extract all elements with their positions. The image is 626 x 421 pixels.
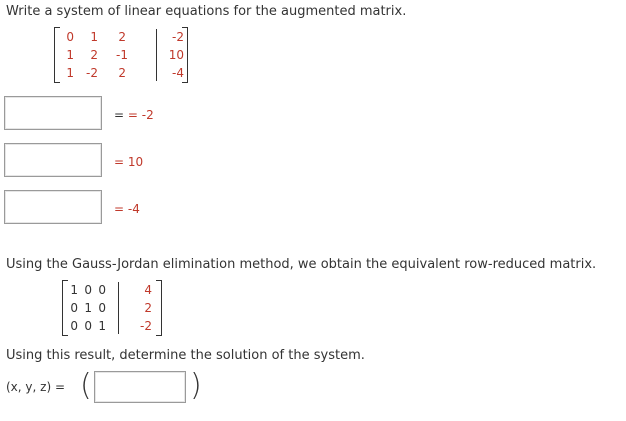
row-reduced-matrix	[62, 280, 162, 336]
matrix-cell: 10	[168, 48, 184, 62]
rhs-value: = 10	[114, 155, 144, 169]
result-text: Using this result, determine the solution of the system.	[6, 348, 365, 363]
augmented-matrix	[54, 27, 188, 83]
equation-1-rhs: = = -2	[114, 108, 154, 122]
left-bracket	[54, 27, 60, 83]
solution-label: (x, y, z) =	[6, 380, 65, 394]
augment-bar	[118, 282, 119, 334]
open-paren: (	[80, 368, 92, 403]
equation-3-rhs	[114, 202, 140, 216]
matrix-cell: -4	[172, 66, 184, 80]
equation-2-input[interactable]	[4, 143, 102, 177]
matrix-cell: -2	[86, 66, 98, 80]
matrix-cell: 1	[66, 48, 74, 62]
matrix-cell: 1	[84, 301, 92, 315]
equation-2-rhs	[114, 155, 143, 169]
matrix-cell: 1	[98, 319, 106, 333]
rhs-value: = -2	[127, 108, 154, 122]
rhs-value: = -4	[114, 202, 140, 216]
matrix-cell: 2	[118, 66, 126, 80]
right-bracket	[156, 280, 162, 336]
matrix-cell: 1	[66, 66, 74, 80]
matrix-cell: 0	[98, 301, 106, 315]
matrix-cell: 2	[118, 30, 126, 44]
matrix-cell: 0	[84, 283, 92, 297]
matrix-cell: -2	[172, 30, 184, 44]
matrix-cell: 2	[144, 301, 152, 315]
matrix-cell: -1	[116, 48, 128, 62]
matrix-cell: 0	[70, 301, 78, 315]
equation-3-input[interactable]	[4, 190, 102, 224]
matrix-cell: -2	[140, 319, 152, 333]
matrix-cell: 0	[66, 30, 74, 44]
instruction-text: Write a system of linear equations for the augmented matrix.	[6, 4, 407, 19]
solution-input[interactable]	[94, 371, 186, 403]
matrix-cell: 0	[84, 319, 92, 333]
matrix-cell: 0	[98, 283, 106, 297]
equation-1-input[interactable]	[4, 96, 102, 130]
matrix-cell: 0	[70, 319, 78, 333]
matrix-cell: 1	[70, 283, 78, 297]
matrix-cell: 4	[144, 283, 152, 297]
gauss-jordan-text: Using the Gauss-Jordan elimination method, we obtain the equivalent row-reduced matrix.	[6, 257, 597, 272]
close-paren: )	[190, 368, 202, 403]
augment-bar	[156, 29, 157, 81]
matrix-cell: 1	[90, 30, 98, 44]
matrix-cell: 2	[90, 48, 98, 62]
